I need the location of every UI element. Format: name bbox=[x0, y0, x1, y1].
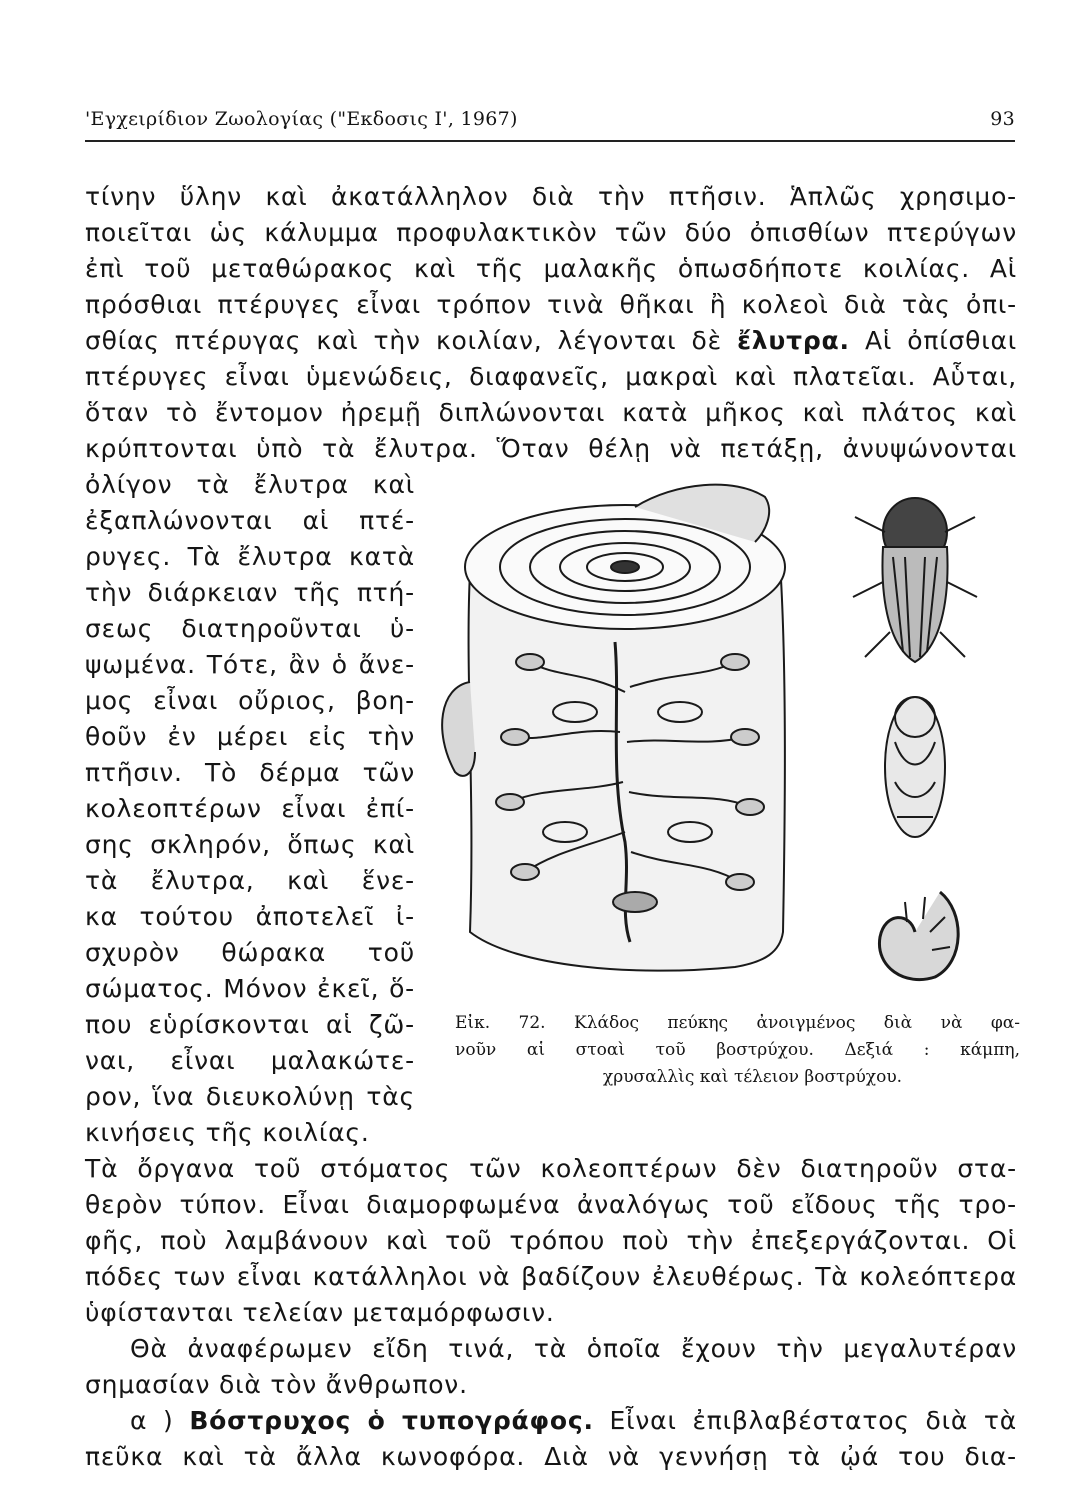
text-line: τὴν διάρκειαν τῆς πτή- bbox=[85, 578, 415, 607]
text-line bbox=[85, 326, 1017, 356]
caption-line: Εἰκ. 72. Κλάδος πεύκης ἀνοιγμένος διὰ νὰ φα- bbox=[455, 1013, 1020, 1033]
term-elytra: ἔλυτρα. bbox=[737, 326, 850, 355]
text-line: μος εἶναι οὔριος, βοη- bbox=[85, 686, 415, 715]
text-line: κολεοπτέρων εἶναι ἐπί- bbox=[85, 794, 415, 823]
text-span: Αἱ ὀπίσθιαι bbox=[864, 326, 1017, 355]
text-line: σχυρὸν θώρακα τοῦ bbox=[85, 938, 415, 967]
text-line: ρυγες. Τὰ ἔλυτρα κατὰ bbox=[85, 542, 415, 571]
text-line: ρον, ἵνα διευκολύνῃ τὰς bbox=[85, 1082, 415, 1111]
text-line: κινήσεις τῆς κοιλίας. bbox=[85, 1118, 370, 1147]
text-line: Θὰ ἀναφέρωμεν εἴδη τινά, τὰ ὁποῖα ἔχουν τὴν μεγαλυτέραν bbox=[130, 1334, 1017, 1363]
text-line bbox=[130, 1406, 1017, 1436]
text-line: πτέρυγες εἶναι ὑμενώδεις, διαφανεῖς, μακραὶ καὶ πλατεῖαι. Αὗται, bbox=[85, 362, 1017, 391]
text-line: πτῆσιν. Τὸ δέρμα τῶν bbox=[85, 758, 415, 787]
running-header bbox=[85, 104, 1015, 142]
text-line: ἐπὶ τοῦ μεταθώρακος καὶ τῆς μαλακῆς ὁπωσδήποτε κοιλίας. Αἱ bbox=[85, 254, 1017, 283]
text-line: θοῦν ἐν μέρει εἰς τὴν bbox=[85, 722, 415, 751]
text-line: πόδες των εἶναι κατάλληλοι νὰ βαδίζουν ἐλευθέρως. Τὰ κολεόπτερα bbox=[85, 1262, 1017, 1291]
text-line: ψωμένα. Τότε, ἂν ὁ ἄνε- bbox=[85, 650, 415, 679]
caption-line: νοῦν αἱ στοαὶ τοῦ βοστρύχου. Δεξιά : κάμπη, bbox=[455, 1040, 1020, 1060]
list-marker: α ) bbox=[130, 1406, 174, 1435]
text-line: σώματος. Μόνον ἐκεῖ, ὅ- bbox=[85, 974, 415, 1003]
text-line: σημασίαν διὰ τὸν ἄνθρωπον. bbox=[85, 1370, 468, 1399]
text-line: κα τούτου ἀποτελεῖ ἰ- bbox=[85, 902, 415, 931]
text-line: φῆς, ποὺ λαμβάνουν καὶ τοῦ τρόπου ποὺ τὴν ἐπεξεργάζονται. Οἱ bbox=[85, 1226, 1017, 1255]
text-line: θερὸν τύπον. Εἶναι διαμορφωμένα ἀναλόγως τοῦ εἴδους τῆς τρο- bbox=[85, 1190, 1017, 1219]
figure-pine-branch-bostrychus bbox=[435, 472, 1025, 1007]
text-line: Τὰ ὄργανα τοῦ στόματος τῶν κολεοπτέρων δὲν διατηροῦν στα- bbox=[85, 1154, 1017, 1183]
text-line: πεῦκα καὶ τὰ ἄλλα κωνοφόρα. Διὰ νὰ γεννήσῃ τὰ ᾠά του δια- bbox=[85, 1442, 1017, 1471]
book-title: 'Εγχειρίδιον Ζωολογίας ("Εκδοσις Ι', 1967) bbox=[85, 108, 518, 130]
text-line: σης σκληρόν, ὅπως καὶ bbox=[85, 830, 415, 859]
text-span: Εἶναι ἐπιβλαβέστατος διὰ τὰ bbox=[609, 1406, 1018, 1435]
text-line: που εὑρίσκονται αἱ ζῶ- bbox=[85, 1010, 415, 1039]
text-line: ὀλίγον τὰ ἔλυτρα καὶ bbox=[85, 470, 415, 499]
text-line: τίνην ὕλην καὶ ἀκατάλληλον διὰ τὴν πτῆσιν. Ἁπλῶς χρησιμο- bbox=[85, 182, 1017, 211]
text-line: ναι, εἶναι μαλακώτε- bbox=[85, 1046, 415, 1075]
text-line: ὅταν τὸ ἔντομον ἠρεμῇ διπλώνονται κατὰ μῆκος καὶ πλάτος καὶ bbox=[85, 398, 1017, 427]
text-line: ποιεῖται ὡς κάλυμμα προφυλακτικὸν τῶν δύο ὀπισθίων πτερύγων bbox=[85, 218, 1017, 247]
caption-line: χρυσαλλὶς καὶ τέλειον βοστρύχου. bbox=[602, 1067, 903, 1087]
species-name: Βόστρυχος ὁ τυπογράφος. bbox=[189, 1406, 594, 1435]
text-line: τὰ ἔλυτρα, καὶ ἕνε- bbox=[85, 866, 415, 895]
text-line: ὑφίστανται τελείαν μεταμόρφωσιν. bbox=[85, 1298, 555, 1327]
text-span: σθίας πτέρυγας καὶ τὴν κοιλίαν, λέγονται δὲ bbox=[85, 326, 722, 355]
text-line: κρύπτονται ὑπὸ τὰ ἔλυτρα. Ὅταν θέλῃ νὰ πετάξῃ, ἀνυψώνονται bbox=[85, 434, 1017, 463]
text-line: πρόσθιαι πτέρυγες εἶναι τρόπον τινὰ θῆκαι ἢ κολεοὶ διὰ τὰς ὀπι- bbox=[85, 290, 1017, 319]
page-number: 93 bbox=[990, 108, 1015, 130]
text-line: ἐξαπλώνονται αἱ πτέ- bbox=[85, 506, 415, 535]
text-line: σεως διατηροῦνται ὑ- bbox=[85, 614, 415, 643]
figure-caption bbox=[455, 1010, 1020, 1091]
